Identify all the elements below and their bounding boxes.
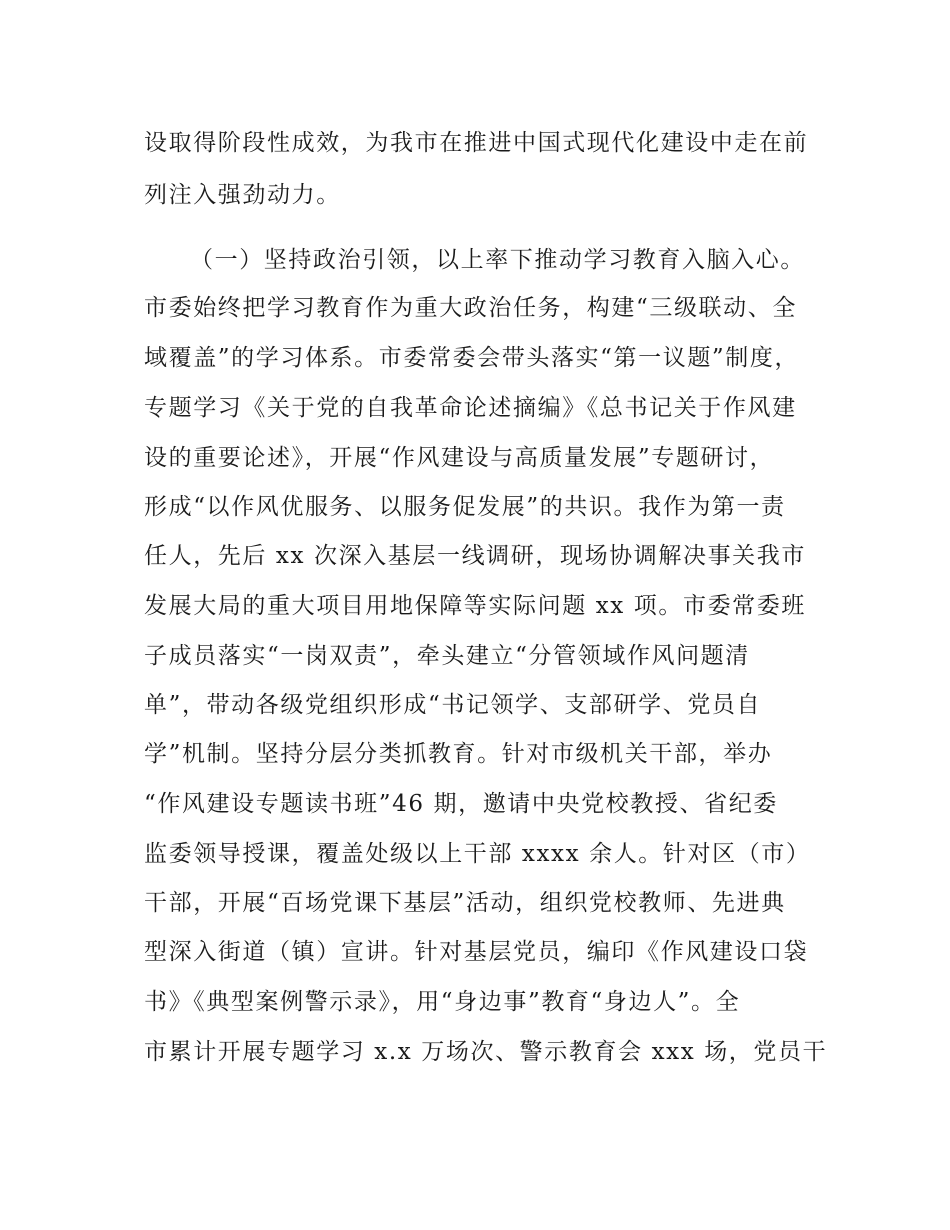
text-line: 形成“以作风优服务、以服务促发展”的共识。我作为第一责 xyxy=(144,494,786,520)
text-line: 专题学习《关于党的自我革命论述摘编》《总书记关于作风建 xyxy=(144,395,797,421)
text-line: 书》《典型案例警示录》，用“身边事”教育“身边人”。全 xyxy=(144,989,741,1015)
text-line: 域覆盖”的学习体系。市委常委会带头落实“第一议题”制度， xyxy=(144,345,800,371)
text-line: 单”，带动各级党组织形成“书记领学、支部研学、党员自 xyxy=(144,692,762,718)
text-line: 子成员落实“一岗双责”，牵头建立“分管领域作风问题清 xyxy=(144,643,750,669)
text-line: 列注入强劲动力。 xyxy=(144,182,341,208)
text-line: 监委领导授课，覆盖处级以上干部 xxxx 余人。针对区（市） xyxy=(144,841,811,867)
section-heading: （一）坚持政治引领，以上率下推动学习教育入脑入心。 xyxy=(190,247,805,273)
text-line: 任人，先后 xx 次深入基层一线调研，现场协调解决事关我市 xyxy=(144,543,806,569)
text-line: 发展大局的重大项目用地保障等实际问题 xx 项。市委常委班 xyxy=(144,593,806,619)
text-line: 设的重要论述》，开展“作风建设与高质量发展”专题研讨， xyxy=(144,445,775,471)
text-line: 干部，开展“百场党课下基层”活动，组织党校教师、先进典 xyxy=(144,890,786,916)
text-line: 市累计开展专题学习 x.x 万场次、警示教育会 xxx 场，党员干 xyxy=(144,1039,828,1065)
text-line: 型深入街道（镇）宣讲。针对基层党员，编印《作风建设口袋 xyxy=(144,939,809,965)
text-line: “作风建设专题读书班”46 期，邀请中央党校教授、省纪委 xyxy=(144,791,778,817)
text-line: 市委始终把学习教育作为重大政治任务，构建“三级联动、全 xyxy=(144,295,797,321)
text-line: 设取得阶段性成效，为我市在推进中国式现代化建设中走在前 xyxy=(144,130,809,156)
text-line: 学”机制。坚持分层分类抓教育。针对市级机关干部，举办 xyxy=(144,741,773,767)
